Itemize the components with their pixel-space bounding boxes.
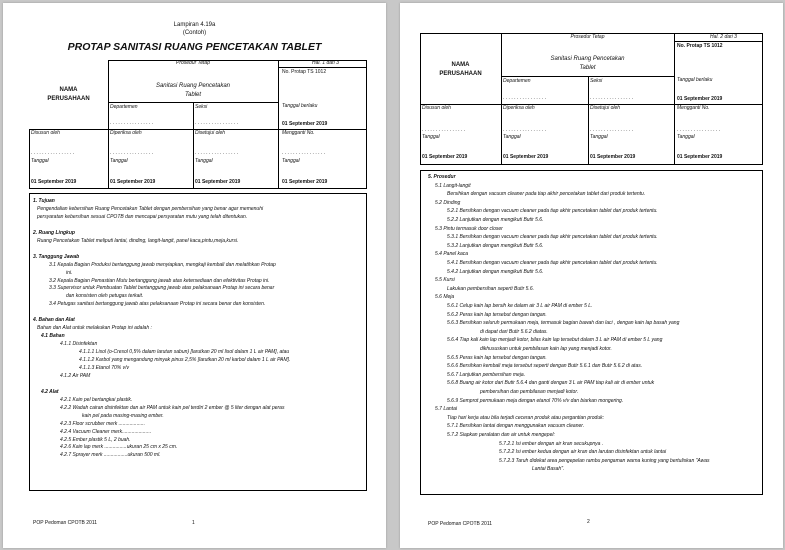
company-label: PERUSAHAAN bbox=[47, 96, 90, 102]
body-line: dikhususkan untuk pembilasan kain lap yang menjadi kotor. bbox=[480, 346, 612, 352]
section-heading: 4.1 Bahan bbox=[41, 333, 65, 340]
section-heading: 4.2 Alat bbox=[41, 388, 59, 395]
prepared-date-label: Tanggal bbox=[422, 134, 440, 140]
checked-date: 01 September 2019 bbox=[110, 179, 156, 185]
prepared-date-label: Tanggal bbox=[31, 158, 49, 164]
procedure-title-line1: Sanitasi Ruang Pencetakan bbox=[155, 83, 231, 89]
body-line: 5.7 Lantai bbox=[435, 406, 457, 413]
body-line: 4.1.1.1 Lisol (o-Cresol 0,5% dalam larutan sabun) [larutkan 20 ml lisol dalam 1 L air PAM], atau bbox=[79, 349, 290, 356]
body-line: persyaratan kebersihan sesuai CPOTB dan mencapai persyaratan mutu yang telah ditentukan. bbox=[37, 213, 248, 220]
body-line: 3.1 Kepala Bagian Produksi bertanggung jawab menyiapkan, mengkaji kembali dan melatihkan Protap bbox=[49, 261, 276, 268]
body-line: 5.6.9 Semprot permukaan meja dengan etanol 70% v/v dan biarkan mongering. bbox=[447, 397, 624, 404]
replaces-label: Mengganti No. bbox=[282, 130, 315, 136]
approved-date: 01 September 2019 bbox=[195, 179, 241, 185]
section-label: Seksi bbox=[590, 78, 603, 84]
contoh-label: (Contoh) bbox=[182, 30, 207, 36]
department-label: Departemen bbox=[503, 78, 531, 84]
page-count-label: Hal. 1 dari 3 bbox=[312, 60, 339, 66]
prepared-date: 01 September 2019 bbox=[31, 179, 77, 185]
prosedur-tetap-label: Prosedur Tetap bbox=[175, 60, 210, 66]
replaces-dots: . . . . . . . . . . . . . . . . bbox=[282, 150, 326, 156]
page-count-label: Hal. 2 dari 3 bbox=[710, 34, 737, 40]
body-line: 5.7.1 Bersihkan lantai dengan menggunakan vacuum cleaner. bbox=[447, 423, 585, 430]
body-line: 5.6.2 Peras kain lap tersebut dengan tangan. bbox=[447, 311, 547, 318]
checked-date: 01 September 2019 bbox=[503, 154, 549, 160]
body-line: Ruang Pencetakan Tablet meliputi lantai, dinding, langit-langit, panel kaca,pintu,meja,kursi. bbox=[37, 237, 239, 244]
body-line: 5.6.4 Tiap kali kain lap menjadi kotor, bilas kain lap tersebut dalam 3 L air PAM di ember 5 L yang bbox=[447, 337, 663, 344]
body-line: 4.2.6 Kain lap merk ................ukuran 25 cm x 25 cm. bbox=[60, 444, 178, 451]
replaces-date-label: Tanggal bbox=[677, 134, 695, 140]
checked-date-label: Tanggal bbox=[110, 158, 128, 164]
body-line: kain pel pada masing-masing ember. bbox=[82, 412, 164, 419]
effective-date-label: Tanggal berlaku bbox=[282, 103, 318, 109]
body-line: 5.5 Kursi bbox=[435, 277, 455, 284]
prepared-by-label: Disusun oleh bbox=[422, 105, 451, 111]
section-dots: . . . . . . . . . . . . . . . . bbox=[590, 95, 634, 101]
footer-left: POP Pedoman CPOTB 2011 bbox=[33, 520, 98, 526]
procedure-title-line2: Tablet bbox=[579, 65, 596, 71]
approved-by-dots: . . . . . . . . . . . . . . . . bbox=[195, 150, 239, 156]
department-dots: . . . . . . . . . . . . . . . . bbox=[110, 120, 154, 126]
prepared-by-dots: . . . . . . . . . . . . . . . . bbox=[422, 127, 466, 133]
approved-by-label: Disetujui oleh bbox=[195, 130, 226, 136]
lampiran-label: Lampiran 4.19a bbox=[173, 22, 216, 28]
effective-date-value: 01 September 2019 bbox=[677, 96, 723, 102]
approved-by-dots: . . . . . . . . . . . . . . . . bbox=[590, 127, 634, 133]
body-line: 5.6.7 Lanjutkan pembersihan meja. bbox=[447, 371, 526, 378]
body-line: Tiap hari kerja atau bila terjadi ceceran produk atau pergantian produk: bbox=[447, 414, 604, 421]
replaces-date: 01 September 2019 bbox=[282, 179, 328, 185]
procedure-title-line2: Tablet bbox=[184, 92, 202, 98]
body-line: 4.2.4 Vacuum Cleaner merk..................... bbox=[60, 428, 152, 435]
body-line: 5.6.5 Peras kain lap tersebut dengan tangan. bbox=[447, 354, 547, 361]
body-line: 4.2.5 Ember plastik 5 L, 2 buah. bbox=[60, 436, 131, 443]
prosedur-tetap-label: Prosedur Tetap bbox=[570, 34, 605, 40]
page-number: 1 bbox=[192, 520, 195, 526]
body-line: 4.2.3 Floor scrubber merk ................... bbox=[60, 420, 146, 427]
body-line: Pengendalian kebersihan Ruang Pencetakan Tablet dengan pembersihan yang benar agar memenuhi bbox=[37, 205, 264, 212]
protap-number: No. Protap TS 1012 bbox=[282, 69, 327, 75]
department-dots: . . . . . . . . . . . . . . . . bbox=[503, 95, 547, 101]
approved-by-label: Disetujui oleh bbox=[590, 105, 621, 111]
body-line: Bersihkan dengan vacuum cleaner pada tiap akhir pencetakan tablet dari produk tertentu. bbox=[447, 191, 646, 198]
section-dots: . . . . . . . . . . . . . . . . bbox=[195, 120, 239, 126]
page-number: 2 bbox=[587, 519, 590, 525]
department-label: Departemen bbox=[110, 104, 138, 110]
body-line: 3.2 Kepala Bagian Pemastian Mutu bertanggung jawab atas ketersediaan dan efektivitas Protap ini. bbox=[49, 277, 270, 284]
body-line: 5.6.8 Buang air kotor dari Butir 5.6.4 dan ganti dengan 3 L air PAM tiap kali air di ember untuk bbox=[447, 380, 655, 387]
approved-date-label: Tanggal bbox=[195, 158, 213, 164]
company-name: NAMA bbox=[59, 87, 78, 93]
replaces-label: Mengganti No. bbox=[677, 105, 710, 111]
replaces-date-label: Tanggal bbox=[282, 158, 300, 164]
body-line: 5.7.2.1 Isi ember dengan air kran secukupnya . bbox=[499, 440, 604, 447]
body-line: 5.2.1 Bersihkan dengan vacuum cleaner pada tiap akhir pencetakan tablet dari produk tertentu. bbox=[447, 208, 658, 215]
company-label: PERUSAHAAN bbox=[439, 71, 482, 77]
effective-date-label: Tanggal berlaku bbox=[677, 77, 713, 83]
body-line: 3.4 Petugas sanitasi bertanggung jawab atas pelaksanaan Protap ini secara benar dan konsisten. bbox=[49, 301, 266, 308]
section-heading: 4. Bahan dan Alat bbox=[33, 317, 75, 324]
replaces-date: 01 September 2019 bbox=[677, 154, 723, 160]
body-line: 5.7.2.2 Isi ember kedua dengan air kran dan larutan disinfektan untuk lantai bbox=[499, 449, 667, 456]
approved-date: 01 September 2019 bbox=[590, 154, 636, 160]
body-line: 5.3.1 Bersihkan dengan vacuum cleaner pada tiap akhir pencetakan tablet dari produk tertentu. bbox=[447, 234, 658, 241]
body-line: ini. bbox=[66, 269, 73, 276]
body-line: 5.6.6 Bersihkan kembali meja tersebut seperti dengan Butir 5.6.1 dan Butir 5.6.2 di atas. bbox=[447, 363, 643, 370]
document-title: PROTAP SANITASI RUANG PENCETAKAN TABLET bbox=[67, 41, 322, 53]
body-line: 4.2.2 Wadah cairan disinfektan dan air PAM untuk kain pel terdiri 2 ember @ 5 liter dengan alat peras bbox=[60, 404, 285, 411]
body-line: 4.1.1.2 Karbol yang mengandung minyak pinus 2,5% [larutkan 20 ml karbol dalam 1 L air PAM]. bbox=[79, 357, 291, 363]
body-line: 5.6.3 Bersihkan seluruh permukaan meja, termasuk bagian bawah dan laci , dengan kain lap basah yang bbox=[447, 320, 680, 327]
body-line: 5.4 Panel kaca bbox=[435, 251, 469, 258]
body-line: 4.1.1 Disinfektan bbox=[60, 341, 98, 348]
body-line: pembersihan dan pembilasan menjadi kotor. bbox=[480, 389, 579, 395]
body-line: 5.7.2 Siapkan peralatan dan air untuk mengepel: bbox=[447, 432, 555, 438]
procedure-title-line1: Sanitasi Ruang Pencetakan bbox=[550, 56, 625, 62]
effective-date-value: 01 September 2019 bbox=[282, 121, 328, 127]
prepared-date: 01 September 2019 bbox=[422, 154, 468, 160]
body-line: 5.6 Meja bbox=[435, 294, 455, 301]
body-line: 4.1.1.3 Etanol 70% v/v bbox=[79, 364, 130, 371]
checked-by-dots: . . . . . . . . . . . . . . . . bbox=[110, 150, 154, 156]
document-page-2 bbox=[400, 3, 783, 548]
checked-by-dots: . . . . . . . . . . . . . . . . bbox=[503, 127, 547, 133]
section-label: Seksi bbox=[195, 104, 208, 110]
replaces-dots: . . . . . . . . . . . . . . . . bbox=[677, 127, 721, 133]
body-line: 5.4.1 Bersihkan dengan vacuum cleaner pada tiap akhir pencetakan tablet dari produk tertentu. bbox=[447, 260, 658, 266]
document-page-1 bbox=[3, 3, 386, 548]
prepared-by-label: Disusun oleh bbox=[31, 130, 60, 136]
protap-number: No. Protap TS 1012 bbox=[677, 43, 723, 49]
body-line: 5.7.2.3 Taruh didekat area pengepelan rambu pengaman warna kuning yang bertuliskan "Awas bbox=[499, 457, 710, 464]
body-line: 5.3 Pintu termasuk door closer bbox=[435, 225, 503, 232]
body-line: Bahan dan Alat untuk melakukan Protap ini adalah : bbox=[37, 325, 152, 332]
section-heading: 5. Prosedur bbox=[428, 174, 456, 180]
body-line: 5.3.2 Lanjutkan dengan mengikuti Butir 5.6. bbox=[447, 242, 544, 249]
prepared-by-dots: . . . . . . . . . . . . . . . . bbox=[31, 150, 75, 156]
body-line: 3.3 Supervisor untuk Pembuatan Tablet bertanggung jawab atas pelaksanaan Protap ini secara benar bbox=[49, 285, 275, 292]
checked-date-label: Tanggal bbox=[503, 134, 521, 140]
body-line: Lakukan pembersihan seperti Butir 5.6. bbox=[447, 285, 534, 292]
section-heading: 2. Ruang Lingkup bbox=[33, 229, 75, 236]
body-line: 5.2 Dinding bbox=[435, 199, 461, 206]
body-line: 5.4.2 Lanjutkan dengan mengikuti Butir 5.6. bbox=[447, 268, 544, 275]
body-line: 5.1 Langit-langit bbox=[435, 182, 471, 189]
body-line: 5.6.1 Celup kain lap bersih ke dalam air 3 L air PAM di ember 5 L. bbox=[447, 303, 593, 309]
body-line: 5.2.2 Lanjutkan dengan mengikuti Butir 5.6. bbox=[447, 217, 544, 223]
section-heading: 3. Tanggung Jawab bbox=[33, 253, 80, 260]
company-name: NAMA bbox=[451, 62, 470, 68]
body-line: Lantai Basah". bbox=[532, 466, 565, 473]
approved-date-label: Tanggal bbox=[590, 134, 608, 140]
body-line: 4.1.2 Air PAM bbox=[60, 372, 91, 379]
body-line: 4.2.1 Kain pel bertangkai plastik. bbox=[60, 396, 133, 403]
body-line: dan konsisten oleh petugas terkait. bbox=[66, 293, 144, 300]
checked-by-label: Diperiksa oleh bbox=[110, 130, 142, 136]
footer-left: POP Pedoman CPOTB 2011 bbox=[428, 521, 493, 527]
checked-by-label: Diperiksa oleh bbox=[503, 105, 535, 111]
section-heading: 1. Tujuan bbox=[33, 198, 55, 204]
body-line: 4.2.7 Sprayer merk .................ukuran 500 ml. bbox=[60, 452, 161, 459]
body-line: di dapat dari Butir 5.6.2 diatas. bbox=[480, 328, 548, 335]
